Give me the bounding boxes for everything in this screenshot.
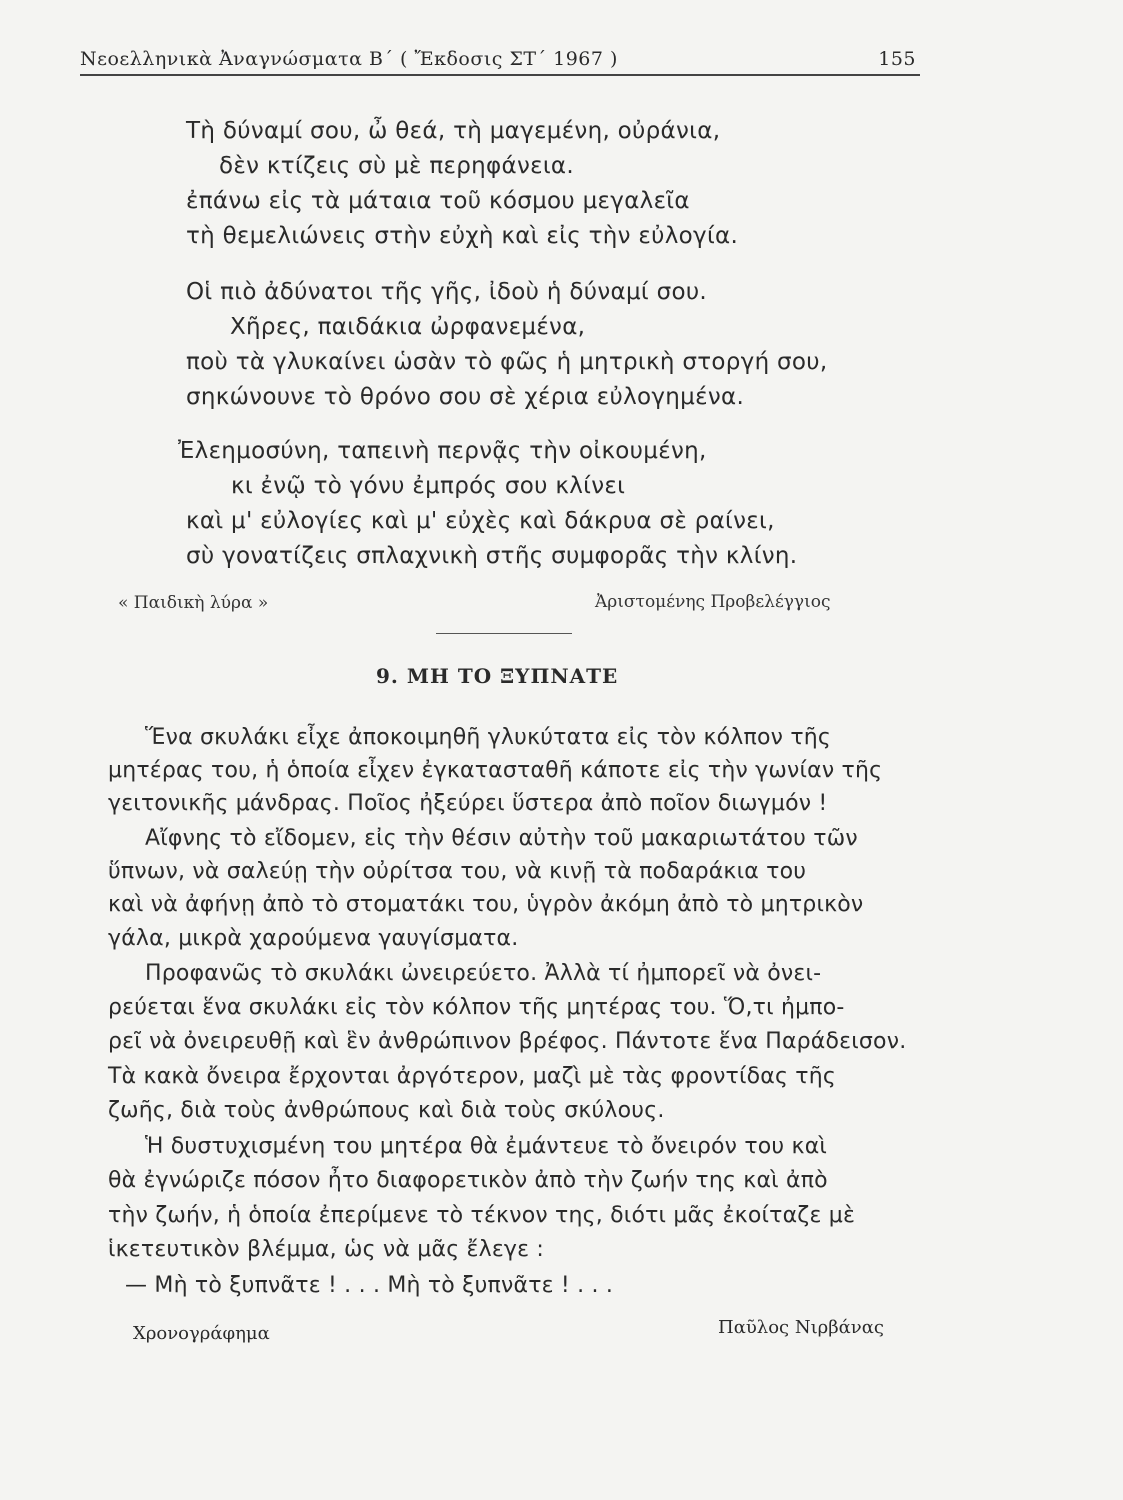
prose-line: ρεῖ νὰ ὀνειρευθῇ καὶ ἓν ἀνθρώπινον βρέφος. Πάντοτε ἕνα Παράδεισον. <box>108 1029 907 1054</box>
verse-line: σὺ γονατίζεις σπλαχνικὴ στῆς συμφορᾶς τὴν κλίνη. <box>186 543 798 569</box>
verse-line: Χῆρες, παιδάκια ὠρφανεμένα, <box>230 314 586 340</box>
poem-source: « Παιδικὴ λύρα » <box>118 593 269 613</box>
prose-line: ἱκετευτικὸν βλέμμα, ὡς νὰ μᾶς ἔλεγε : <box>108 1237 545 1262</box>
prose-line: ρεύεται ἕνα σκυλάκι εἰς τὸν κόλπον τῆς μητέρας του. Ὅ,τι ἠμπο- <box>108 995 845 1020</box>
verse-line: κι ἐνῷ τὸ γόνυ ἐμπρός σου κλίνει <box>231 473 626 499</box>
prose-line: ὕπνων, νὰ σαλεύῃ τὴν οὐρίτσα του, νὰ κινῇ τὰ ποδαράκια του <box>108 859 807 884</box>
verse-line: ἐπάνω εἰς τὰ μάταια τοῦ κόσμου μεγαλεῖα <box>186 188 690 214</box>
prose-line: γάλα, μικρὰ χαρούμενα γαυγίσματα. <box>108 926 519 951</box>
prose-line: Τὰ κακὰ ὄνειρα ἔρχονται ἀργότερον, μαζὶ μὲ τὰς φροντίδας τῆς <box>108 1064 837 1089</box>
prose-line: Προφανῶς τὸ σκυλάκι ὠνειρεύετο. Ἀλλὰ τί ἠμπορεῖ νὰ ὀνει- <box>145 961 822 986</box>
verse-line: δὲν κτίζεις σὺ μὲ περηφάνεια. <box>219 153 574 179</box>
prose-line: ζωῆς, διὰ τοὺς ἀνθρώπους καὶ διὰ τοὺς σκύλους. <box>108 1098 665 1123</box>
poem-author: Ἀριστομένης Προβελέγγιος <box>595 592 831 612</box>
prose-line: Ἡ δυστυχισμένη του μητέρα θὰ ἐμάντευε τὸ ὄνειρόν του καὶ <box>145 1134 828 1159</box>
verse-line: καὶ μ' εὐλογίες καὶ μ' εὐχὲς καὶ δάκρυα σὲ ραίνει, <box>186 508 775 534</box>
verse-line: ποὺ τὰ γλυκαίνει ὡσὰν τὸ φῶς ἡ μητρικὴ στοργή σου, <box>186 349 828 375</box>
verse-line: σηκώνουνε τὸ θρόνο σου σὲ χέρια εὐλογημένα. <box>186 384 745 410</box>
verse-line: Τὴ δύναμί σου, ὦ θεά, τὴ μαγεμένη, οὐράνια, <box>186 118 721 144</box>
prose-line: καὶ νὰ ἀφήνῃ ἀπὸ τὸ στοματάκι του, ὑγρὸν ἀκόμη ἀπὸ τὸ μητρικὸν <box>108 892 864 917</box>
prose-source: Χρονογράφημα <box>133 1323 270 1344</box>
verse-line: Ἐλεημοσύνη, ταπεινὴ περνᾷς τὴν οἰκουμένη, <box>178 438 707 464</box>
page-header <box>80 44 920 76</box>
prose-author: Παῦλος Νιρβάνας <box>718 1317 884 1338</box>
section-title: 9. ΜΗ ΤΟ ΞΥΠΝΑΤΕ <box>376 664 619 688</box>
prose-line: Ἕνα σκυλάκι εἶχε ἀποκοιμηθῆ γλυκύτατα εἰς τὸν κόλπον τῆς <box>145 725 832 750</box>
page-number: 155 <box>878 48 916 70</box>
verse-line: Οἱ πιὸ ἀδύνατοι τῆς γῆς, ἰδοὺ ἡ δύναμί σου. <box>186 279 708 305</box>
section-divider <box>436 633 572 634</box>
prose-line: — Μὴ τὸ ξυπνᾶτε ! . . . Μὴ τὸ ξυπνᾶτε ! . . . <box>125 1273 614 1298</box>
prose-line: μητέρας του, ἡ ὁποία εἶχεν ἐγκατασταθῆ κάποτε εἰς τὴν γωνίαν τῆς <box>108 758 883 783</box>
prose-line: Αἴφνης τὸ εἴδομεν, εἰς τὴν θέσιν αὐτὴν τοῦ μακαριωτάτου τῶν <box>145 826 858 851</box>
running-title: Νεοελληνικὰ Ἀναγνώσματα Β΄ ( Ἔκδοσις ΣΤ΄ 1967 ) <box>80 48 618 70</box>
verse-line: τὴ θεμελιώνεις στὴν εὐχὴ καὶ εἰς τὴν εὐλογία. <box>186 223 739 249</box>
prose-line: θὰ ἐγνώριζε πόσον ἦτο διαφορετικὸν ἀπὸ τὴν ζωήν της καὶ ἀπὸ <box>108 1168 828 1193</box>
prose-line: τὴν ζωήν, ἡ ὁποία ἐπερίμενε τὸ τέκνον της, διότι μᾶς ἐκοίταζε μὲ <box>108 1203 856 1228</box>
prose-line: γειτονικῆς μάνδρας. Ποῖος ἠξεύρει ὕστερα ἀπὸ ποῖον διωγμόν ! <box>108 791 828 816</box>
